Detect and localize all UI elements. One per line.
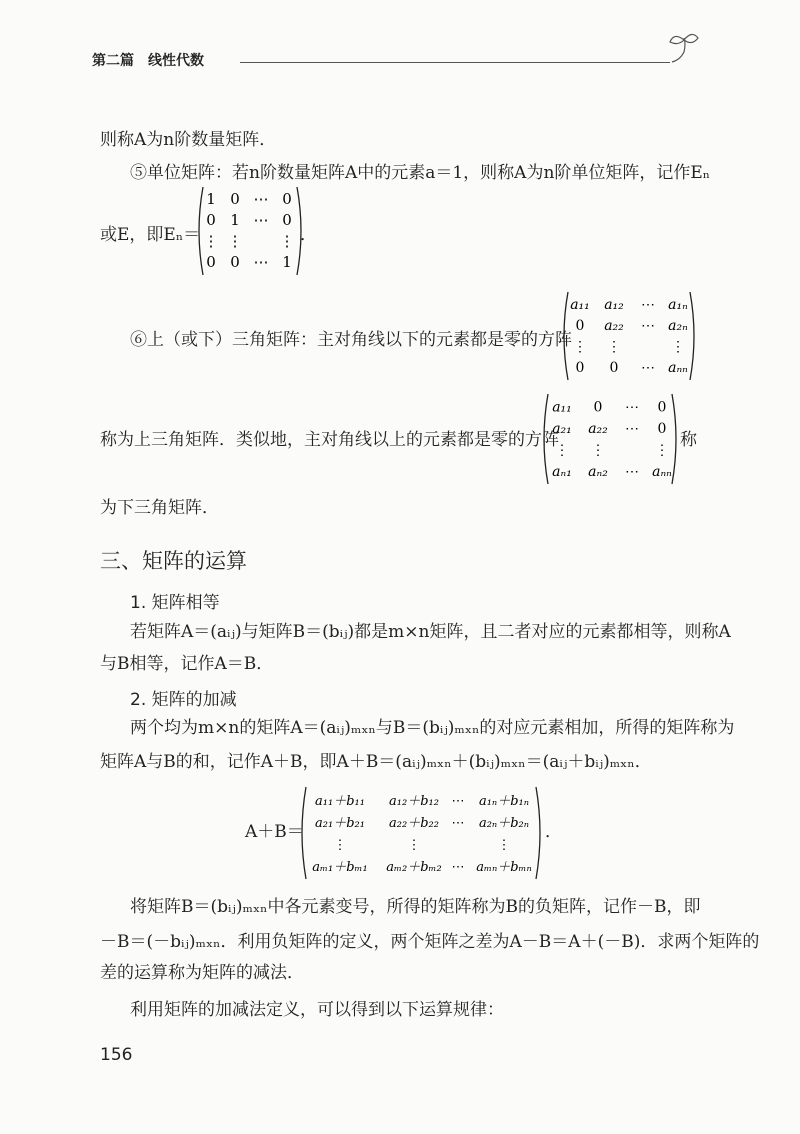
matrix-cell: ⋮: [227, 232, 243, 251]
text-line-15: 利用矩阵的加减法定义，可以得到以下运算规律：: [130, 1000, 504, 1020]
matrix-cell: a₁₁: [570, 297, 590, 314]
matrix-cell: ⋯: [625, 399, 639, 416]
text-line-3b: ．: [300, 225, 317, 245]
matrix-cell: 0: [575, 318, 585, 335]
matrix-cell: 0: [609, 360, 619, 377]
matrix-cell: a₂₁: [552, 420, 572, 437]
matrix-cell: 0: [657, 420, 667, 437]
matrix-cell: a₂₂: [588, 420, 608, 437]
text-line-9: 两个均为m×n的矩阵A＝(aᵢⱼ)ₘₓₙ与B＝(bᵢⱼ)ₘₓₙ的对应元素相加，所得的矩阵称为: [130, 718, 735, 738]
text-line-1: 则称A为n阶数量矩阵．: [100, 130, 277, 150]
matrix-cell: ⋮: [203, 232, 219, 251]
matrix-cell: ⋮: [655, 442, 669, 459]
matrix-cell: a₂ₙ＋b₂ₙ: [478, 815, 530, 831]
matrix-cell: ⋯: [253, 253, 269, 272]
text-line-7: 若矩阵A＝(aᵢⱼ)与矩阵B＝(bᵢⱼ)都是m×n矩阵，且二者对应的元素都相等，则称A: [130, 622, 731, 642]
matrix-cell: ⋯: [641, 318, 655, 335]
text-line-6: 为下三角矩阵．: [100, 498, 219, 518]
matrix-cell: 0: [230, 253, 240, 272]
matrix-cell: a₁₁＋b₁₁: [315, 793, 365, 809]
subsection-1: 1. 矩阵相等: [130, 593, 220, 613]
matrix-cell: a₁ₙ＋b₁ₙ: [478, 793, 530, 809]
matrix-cell: a₁₁: [552, 399, 572, 416]
text-line-8: 与B相等，记作A＝B．: [100, 654, 274, 674]
text-line-13: －B＝(－bᵢⱼ)ₘₓₙ．利用负矩阵的定义，两个矩阵之差为A－B＝A＋(－B)．求两个矩阵的: [100, 932, 760, 952]
text-line-11b: ．: [545, 822, 562, 842]
header-rule: [240, 62, 670, 63]
matrix-cell: 0: [657, 399, 667, 416]
section-heading: 三、矩阵的运算: [100, 549, 247, 573]
matrix-cell: aₙ₁: [552, 463, 572, 480]
text-line-10: 矩阵A与B的和，记作A＋B，即A＋B＝(aᵢⱼ)ₘₓₙ＋(bᵢⱼ)ₘₓₙ＝(aᵢⱼ＋bᵢⱼ)ₘₓₙ．: [100, 752, 652, 772]
header-part: 第二篇: [92, 53, 134, 69]
matrix-cell: ⋯: [625, 463, 639, 480]
matrix-cell: ⋯: [451, 815, 465, 831]
matrix-cell: ⋯: [641, 360, 655, 377]
text-line-11a: A＋B＝: [245, 822, 304, 842]
matrix-cell: ⋮: [279, 232, 295, 251]
matrix-cell: ⋮: [573, 339, 587, 356]
text-line-14: 差的运算称为矩阵的减法．: [100, 963, 304, 983]
left-paren: [199, 187, 203, 275]
matrix-cell: 0: [593, 399, 603, 416]
matrix-cell: a₁₂＋b₁₂: [389, 793, 439, 809]
matrix-cell: ⋯: [625, 420, 639, 437]
lower-triangular-matrix: [540, 392, 680, 486]
left-paren: [302, 787, 306, 879]
text-line-5b: 称: [680, 430, 697, 450]
matrix-cell: ⋮: [607, 339, 621, 356]
subsection-2: 2. 矩阵的加减: [130, 690, 237, 710]
matrix-cell: a₁₂: [604, 297, 624, 314]
matrix-cell: a₂₂＋b₂₂: [389, 815, 439, 831]
sprout-icon: [668, 30, 702, 64]
matrix-cell: 0: [575, 360, 585, 377]
matrix-cell: ⋮: [671, 339, 685, 356]
matrix-cell: ⋯: [641, 297, 655, 314]
matrix-cell: ⋮: [555, 442, 569, 459]
matrix-cell: 0: [282, 190, 292, 209]
matrix-cell: a₂ₙ: [668, 318, 688, 335]
matrix-cell: aₘ₂＋bₘ₂: [386, 859, 442, 875]
matrix-cell: ⋯: [451, 793, 465, 809]
text-line-4: ⑥上（或下）三角矩阵：主对角线以下的元素都是零的方阵: [130, 330, 572, 350]
matrix-cell: ⋯: [253, 211, 269, 230]
identity-matrix: [195, 185, 305, 277]
matrix-cell: 1: [206, 190, 216, 209]
matrix-cell: 1: [282, 253, 292, 272]
matrix-cell: ⋯: [253, 190, 269, 209]
header-title: 线性代数: [148, 53, 204, 69]
matrix-cell: aₙₙ: [668, 360, 688, 377]
matrix-cell: ⋮: [333, 837, 347, 853]
matrix-cell: a₂₁＋b₂₁: [315, 815, 365, 831]
matrix-cell: ⋮: [497, 837, 511, 853]
text-line-3a: 或E，即Eₙ＝: [100, 225, 201, 245]
left-paren: [544, 394, 548, 484]
right-paren: [690, 292, 694, 380]
page-number: 156: [100, 1045, 133, 1065]
text-line-2: ⑤单位矩阵：若n阶数量矩阵A中的元素a＝1，则称A为n阶单位矩阵，记作Eₙ: [130, 163, 711, 183]
matrix-cell: 0: [206, 253, 216, 272]
matrix-cell: 0: [206, 211, 216, 230]
text-line-12: 将矩阵B＝(bᵢⱼ)ₘₓₙ中各元素变号，所得的矩阵称为B的负矩阵，记作－B，即: [130, 897, 701, 917]
upper-triangular-matrix: [560, 290, 698, 382]
matrix-cell: ⋯: [451, 859, 465, 875]
right-paren: [536, 787, 540, 879]
running-header: [92, 50, 204, 70]
matrix-cell: 0: [230, 190, 240, 209]
right-paren: [672, 394, 676, 484]
matrix-cell: 0: [282, 211, 292, 230]
matrix-cell: a₂₂: [604, 318, 624, 335]
matrix-cell: aₘ₁＋bₘ₁: [312, 859, 368, 875]
left-paren: [564, 292, 568, 380]
sum-matrix: [298, 785, 544, 881]
matrix-cell: aₙₙ: [652, 463, 672, 480]
text-line-5a: 称为上三角矩阵．类似地，主对角线以上的元素都是零的方阵: [100, 430, 559, 450]
matrix-cell: a₁ₙ: [668, 297, 688, 314]
matrix-cell: ⋮: [591, 442, 605, 459]
matrix-cell: aₘₙ＋bₘₙ: [476, 859, 532, 875]
matrix-cell: ⋮: [407, 837, 421, 853]
matrix-cell: 1: [230, 211, 240, 230]
matrix-cell: aₙ₂: [588, 463, 608, 480]
